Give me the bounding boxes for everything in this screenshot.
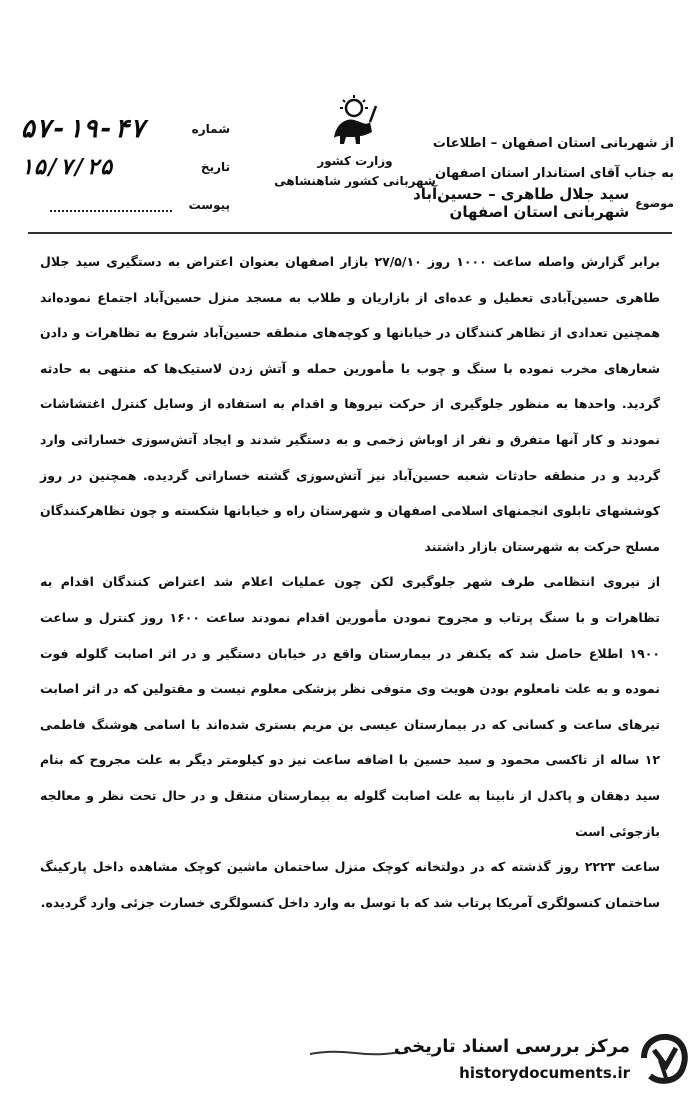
subject-row [374,185,674,221]
header-divider [28,232,672,234]
date-row [20,148,230,186]
from-line: از شهربانی استان اصفهان – اطلاعات [432,135,674,151]
to-line: به جناب آقای استاندار استان اصفهان [435,165,674,181]
header-meta [20,110,230,224]
body-paragraph: برابر گزارش واصله ساعت ۱۰۰۰ روز ۲۷/۵/۱۰ بازار اصفهان بعنوان اعتراض به دستگیری سید جلال طاهری حسین‌آبادی تعطیل و عده‌ای از بازاریان و طلاب به مسجد منزل حسین‌آباد اجتماع نموده‌اند همچنین تعدادی از تظاهر کنندگان در خیابانها و کوچه‌های منطقه حسین‌آباد شروع به تظاهرات و دادن شعارهای مخرب نموده با سنگ و چوب با مأمورین حمله و آتش زدن لاستیک‌ها که منتهی به حادثه گردید. واحدها به منظور جلوگیری از حرکت نیروها و اقدام به استفاده از وسایل کنترل اغتشاشات نمودند و کار آنها متفرق و نفر از اوباش زخمی و به دستگیر شدند و ایجاد آتش‌سوزی خساراتی وارد گردید و در منطقه حادثات شعبه حسین‌آباد نیز آتش‌سوزی گشته خساراتی گردیده. همچنین در روز کوششهای تابلوی انجمنهای اسلامی اصفهان و شهرستان راه و خیابانها شکسته و چون تظاهرکنندگان مسلح حرکت به شهرستان بازار داشتند [40,254,660,554]
body-paragraph: از نیروی انتظامی طرف شهر جلوگیری لکن چون عملیات اعلام شد اعتراض کنندگان اقدام به تظاهرات و با سنگ پرتاب و مجروح نمودن مأمورین اقدام نمودند ساعت ۱۶۰۰ روز کنترل و ساعت ۱۹۰۰ اطلاع حاصل شد که یکنفر در بیمارستان واقع در خیابان دستگیر و در اثر اصابت گلوله فوت نموده و به علت نامعلوم بودن هویت وی متوفی نظر پزشکی معلوم نیست و مقتولین که در اثر اصابت تیرهای ساعت و کسانی که در بیمارستان عیسی بن مریم بستری شده‌اند با اسامی هوشنگ فاطمی ۱۲ ساله از تاکسی محمود و سید حسین با اضافه ساعت نیز دو کیلومتر دیگر به علت مجروح که بنام سید دهقان و پاکدل از نابینا به علت اصابت گلوله به بیمارستان منتقل و در حال تحت نظر و معالجه بازجوئی است [40,574,660,839]
subject-label: موضوع [635,196,674,210]
letter-body [40,244,660,920]
date-label: تاریخ [200,160,230,174]
number-row [20,110,230,148]
archive-name: مرکز بررسی اسناد تاریخی [393,1036,630,1057]
attachment-label: پیوست [188,198,230,212]
municipality-title: شهربانی کشور شاهنشاهی [274,174,436,188]
archive-logo-icon [636,1030,690,1086]
attachment-row [20,186,230,224]
header-addressing [374,128,674,221]
archive-watermark [393,1026,692,1092]
ink-smudge [310,1048,400,1058]
doc-date: ۱۵/۷/۲۵ [20,154,113,180]
subject-line: سید جلال طاهری – حسین‌آباد شهربانی استان اصفهان [413,185,630,221]
archive-url: historydocuments.ir [459,1064,630,1082]
ministry-title: وزارت کشور [317,154,393,168]
body-paragraph: ساعت ۲۲۲۳ روز گذشته که در دولتخانه کوچک منزل ساختمان ماشین کوچک مشاهده داخل پارکینگ ساختمان کنسولگری آمریکا پرتاب شد که با توسل به وارد داخل کنسولگری خسارت جزئی وارد گردیده. [40,859,661,910]
doc-number: ۵۷-۱۹-۴۷ [20,114,146,144]
number-label: شماره [191,122,230,136]
lion-and-sun-emblem-icon [324,92,380,148]
attachment-dotted-line [50,210,172,212]
